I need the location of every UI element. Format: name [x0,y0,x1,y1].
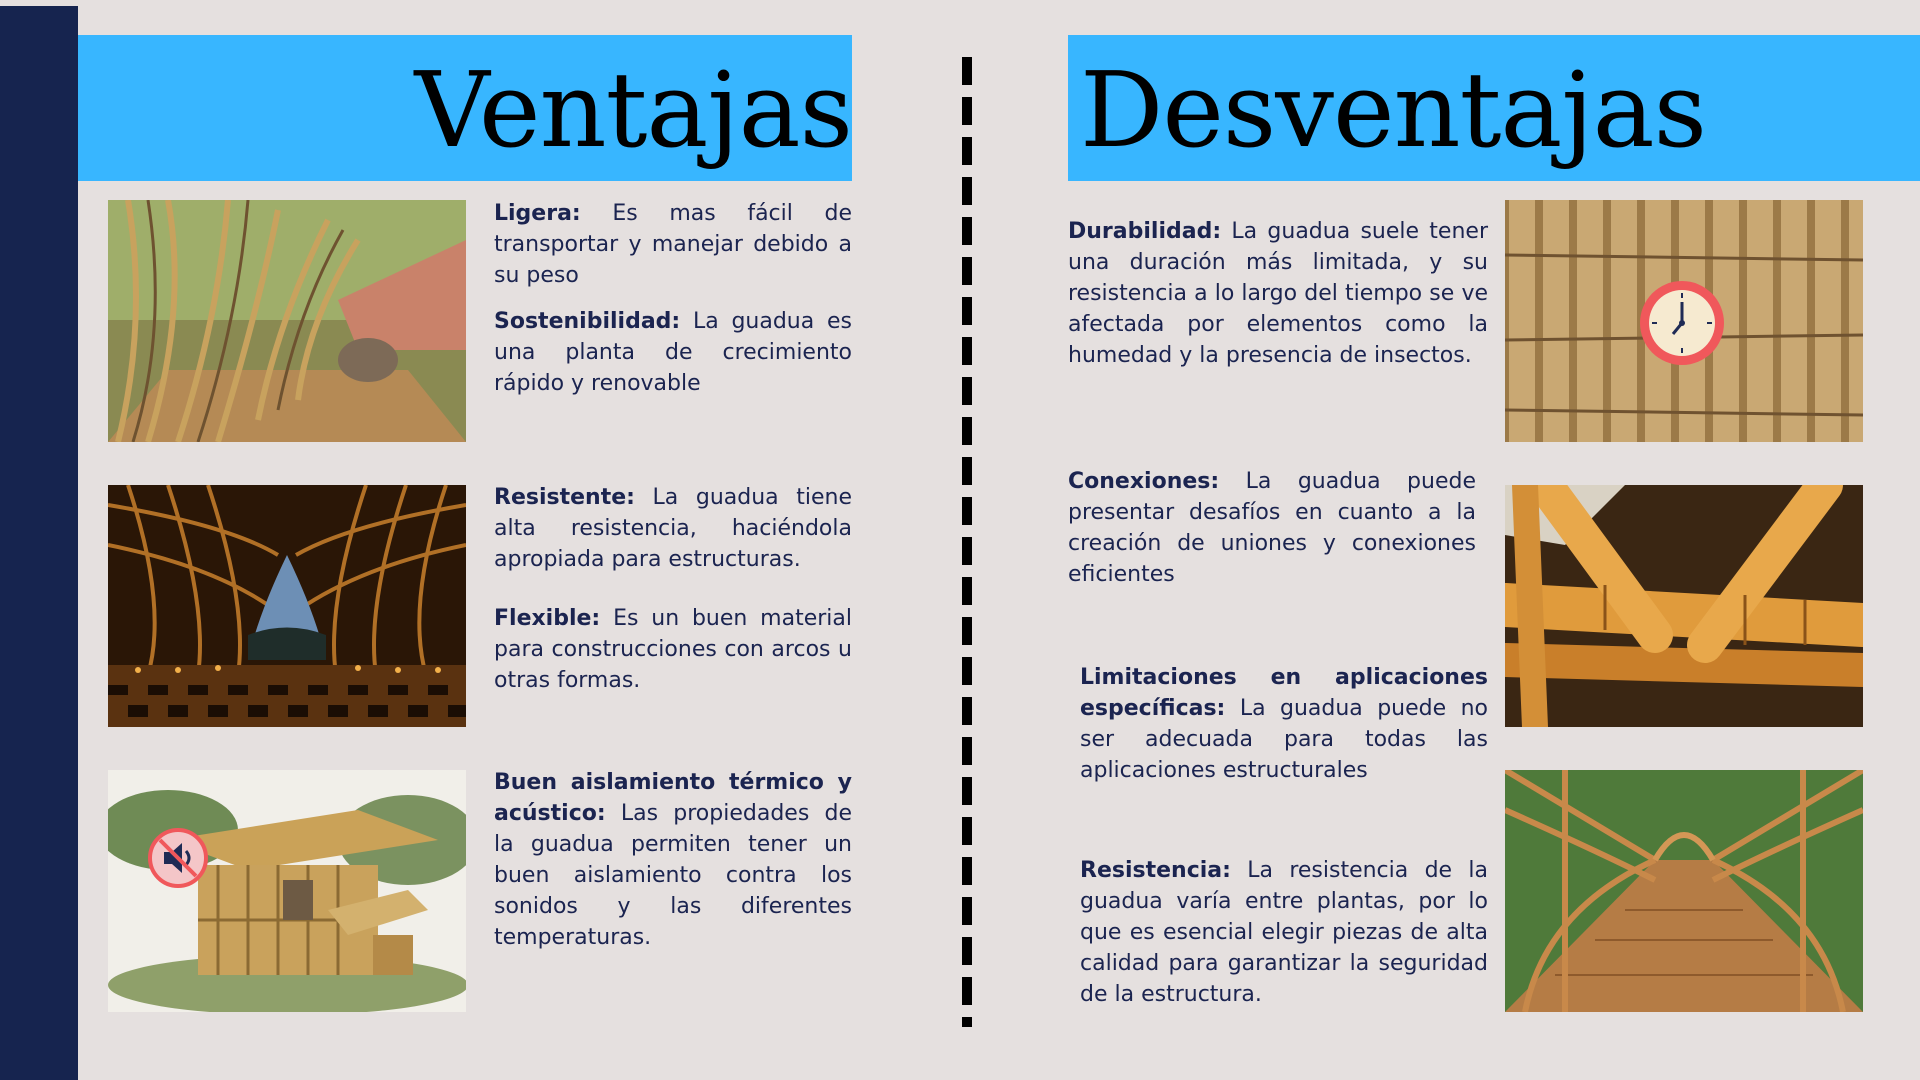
ventaja-body: Es un buen material para construcciones con arcos u otras formas. [494,606,852,693]
ventaja-aislamiento [494,767,852,953]
desventaja-term: Durabilidad: [1068,219,1222,244]
ventaja-body: Las propiedades de la guadua permiten tener un buen aislamiento contra los sonidos y las diferentes temperaturas. [494,801,852,950]
bamboo-bridge-photo [1505,770,1863,1012]
ventaja-ligera [494,198,852,291]
ventaja-body: La guadua es una planta de crecimiento rápido y renovable [494,309,852,396]
ventaja-term: Sostenibilidad: [494,309,681,334]
ventaja-term: Resistente: [494,485,635,510]
ventaja-sostenibilidad [494,306,852,399]
bamboo-arch-hall-photo [108,485,466,727]
ventaja-body: Es mas fácil de transportar y manejar debido a su peso [494,201,852,288]
bamboo-pavilion-photo [108,200,466,442]
desventaja-term: Conexiones: [1068,469,1220,494]
bamboo-joints-photo [1505,485,1863,727]
ventaja-term: Ligera: [494,201,581,226]
ventaja-resistente [494,482,852,575]
ventaja-term: Flexible: [494,606,601,631]
desventajas-title: Desventajas [1080,49,1706,171]
desventaja-body: La guadua puede no ser adecuada para todas las aplicaciones estructurales [1080,696,1489,783]
ventaja-term: Buen aislamiento térmico y acústico: [494,770,852,826]
ventajas-title: Ventajas [414,49,852,171]
desventaja-body: La guadua puede presentar desafíos en cuanto a la creación de uniones y conexiones eficientes [1068,469,1476,587]
desventaja-term: Resistencia: [1080,858,1231,883]
ventaja-flexible [494,603,852,696]
sidebar-bar [0,6,78,1080]
desventaja-limitaciones [1080,662,1488,786]
desventaja-body: La guadua suele tener una duración más limitada, y su resistencia a lo largo del tiempo se ve afectada por elementos como la humedad y la presencia de insectos. [1068,219,1488,368]
desventaja-conexiones [1068,466,1476,590]
ventaja-body: La guadua tiene alta resistencia, haciéndola apropiada para estructuras. [494,485,852,572]
desventaja-resistencia [1080,855,1488,1010]
desventaja-term: Limitaciones en aplicaciones específicas: [1080,665,1488,721]
bamboo-house-photo [108,770,466,1012]
dashed-divider [962,57,972,1027]
desventaja-durabilidad [1068,216,1488,371]
mute-sound-icon [146,826,210,890]
clock-icon [1637,278,1727,368]
desventaja-body: La resistencia de la guadua varía entre plantas, por lo que es esencial elegir piezas de alta calidad para garantizar la seguridad de la estructura. [1080,858,1488,1007]
